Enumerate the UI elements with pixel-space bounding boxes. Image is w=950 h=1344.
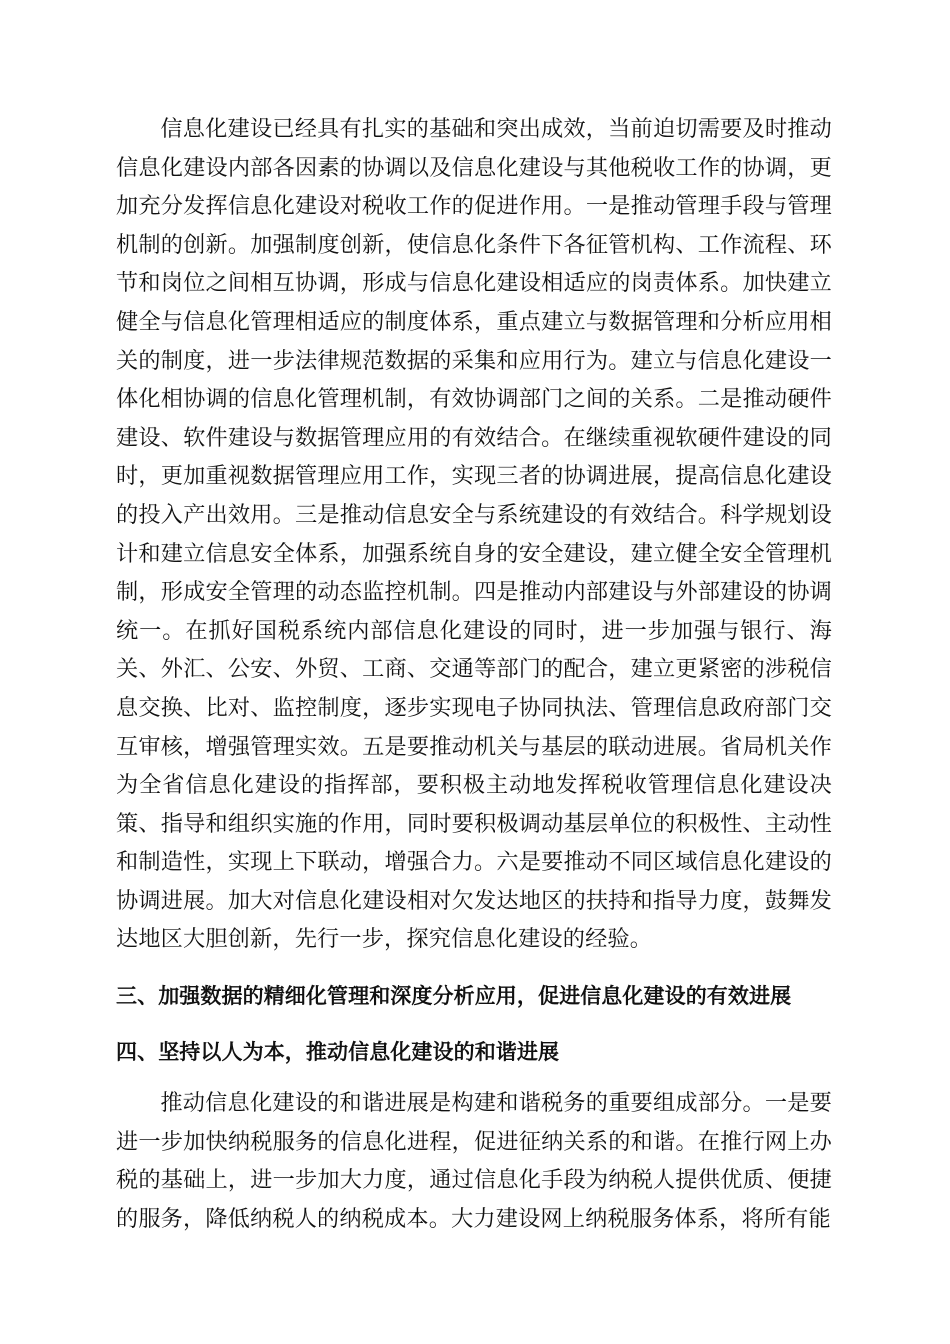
spacer <box>116 959 832 976</box>
section-heading-four: 四、坚持以人为本，推动信息化建设的和谐进展 <box>116 1040 560 1065</box>
body-paragraph-harmony: 推动信息化建设的和谐进展是构建和谐税务的重要组成部分。一是要进一步加快纳税服务的信息化进程，促进征纳关系的和谐。在推行网上办税的基础上，进一步加大力度，通过信息化手段为纳税人提供优质、便捷的服务，降低纳税人的纳税成本。大力建设网上纳税服务体系，将所有能 <box>116 1090 832 1232</box>
spacer <box>116 1016 832 1032</box>
spacer <box>116 1072 832 1084</box>
body-paragraph-coordination: 信息化建设已经具有扎实的基础和突出成效，当前迫切需要及时推动信息化建设内部各因素的协调以及信息化建设与其他税收工作的协调，更加充分发挥信息化建设对税收工作的促进作用。一是推动管理手段与管理机制的创新。加强制度创新，使信息化条件下各征管机构、工作流程、环节和岗位之间相互协调，形成与信息化建设相适应的岗责体系。加快建立健全与信息化管理相适应的制度体系，重点建立与数据管理和分析应用相关的制度，进一步法律规范数据的采集和应用行为。建立与信息化建设一体化相协调的信息化管理机制，有效协调部门之间的关系。二是推动硬件建设、软件建设与数据管理应用的有效结合。在继续重视软硬件建设的同时，更加重视数据管理应用工作，实现三者的协调进展，提高信息化建设的投入产出效用。三是推动信息安全与系统建设的有效结合。科学规划设计和建立信息安全体系，加强系统自身的安全建设，建立健全安全管理机制，形成安全管理的动态监控机制。四是推动内部建设与外部建设的协调统一。在抓好国税系统内部信息化建设的同时，进一步加强与银行、海关、外汇、公安、外贸、工商、交通等部门的配合，建立更紧密的涉税信息交换、比对、监控制度，逐步实现电子协同执法、管理信息政府部门交互审核，增强管理实效。五是要推动机关与基层的联动进展。省局机关作为全省信息化建设的指挥部，要积极主动地发挥税收管理信息化建设决策、指导和组织实施的作用，同时要积极调动基层单位的积极性、主动性和制造性，实现上下联动，增强合力。六是要推动不同区域信息化建设的协调进展。加大对信息化建设相对欠发达地区的扶持和指导力度，鼓舞发达地区大胆创新，先行一步，探究信息化建设的经验。 <box>116 116 832 953</box>
document-body <box>116 110 832 1238</box>
section-heading-three: 三、加强数据的精细化管理和深度分析应用，促进信息化建设的有效进展 <box>116 984 792 1009</box>
